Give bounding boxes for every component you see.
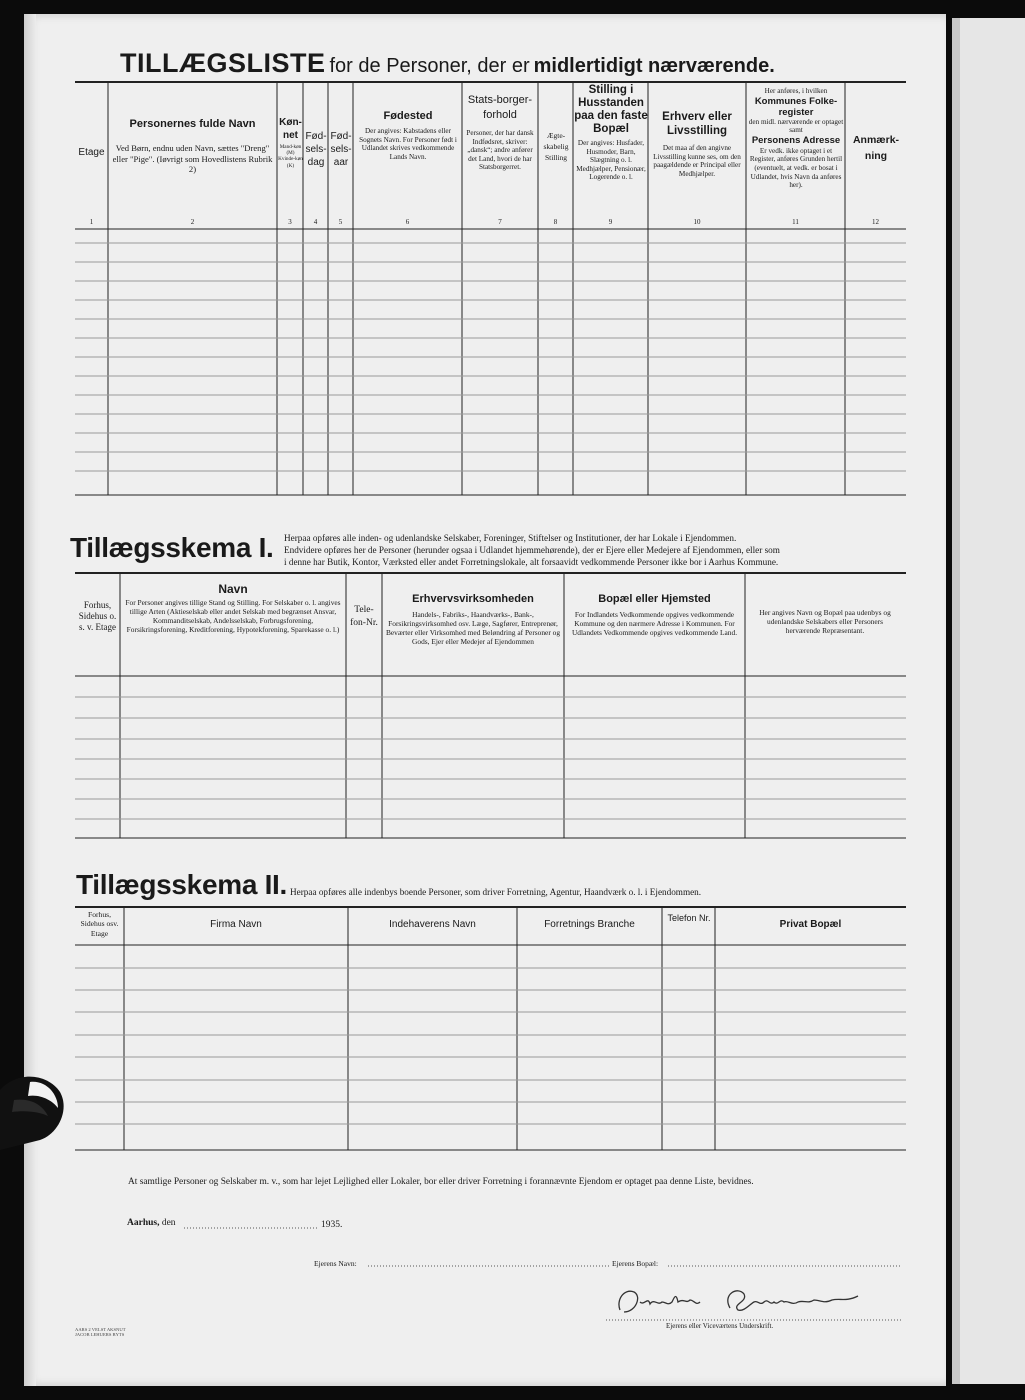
- skema1-col-navn-sub: For Personer angives tillige Stand og Stilling. For Selskaber o. l. angives tillige Arten (Aktieselskab eller andet Selskab med begrænset Ansvar, Kommanditselskab, Andelsselskab, Forbrugsforening, Forsikringsforening, Kreditforening, Hypotekforening, Sparekasse o. l.): [125, 598, 341, 634]
- col-erhverv-title: Erhverv eller Livsstilling: [662, 111, 732, 137]
- col-husstand-header: [574, 84, 648, 182]
- col-kon-header: [278, 116, 303, 169]
- col-num-8: 8: [553, 218, 558, 226]
- col-num-7: 7: [498, 218, 502, 226]
- col-num-5: 5: [338, 218, 343, 226]
- col-etage-header: [75, 146, 108, 159]
- col-num-10: 10: [693, 218, 701, 226]
- col-num-2: 2: [190, 218, 195, 226]
- col-fodested-title: Fødested: [383, 110, 433, 122]
- skema1-intro-line3: i denne har Butik, Kontor, Værksted eller andet Forretningslokale, alt forsaavidt vedkommende Personer ikke bor i Aarhus Kommune.: [284, 556, 779, 567]
- skema1-col-bopael-title: Bopæl eller Hjemsted: [598, 593, 711, 605]
- col-statsborger-header: [464, 93, 536, 172]
- col-fodested-header: [356, 110, 460, 161]
- col-anmaerkning-header: [846, 132, 906, 164]
- city-label: [127, 1218, 176, 1228]
- skema1-col-bopael: [566, 593, 743, 637]
- handwritten-signature: [610, 1282, 900, 1322]
- col-num-1: 1: [89, 218, 94, 226]
- col-navn-sub: Ved Børn, endnu uden Navn, sættes "Dreng" eller "Pige". (Iøvrigt som Hovedlistens Rubrik 2): [112, 143, 273, 174]
- title-end: midlertidigt nærværende.: [533, 55, 775, 77]
- skema1-intro-line1: Herpaa opføres alle inden- og udenlandske Selskaber, Foreninger, Stiftelser og Institutioner, der har Lokale i Ejendommen.: [284, 533, 737, 543]
- skema1-title: Tillægsskema I.: [70, 532, 274, 563]
- skema2-title: Tillægsskema II.: [76, 869, 288, 900]
- col-fodselsdag-header: [304, 130, 328, 169]
- col-folkeregister-mid: den midl. nærværende er optaget samt: [748, 117, 844, 135]
- col-aegteskab-title: Ægte-skabelig Stilling: [543, 131, 569, 162]
- skema1-col-erhverv-title: Erhvervsvirksomheden: [412, 593, 534, 605]
- col-kon-sub: Mand-køn (M) Kvinde-køn (K): [278, 144, 303, 169]
- col-num-11: 11: [792, 218, 799, 226]
- col-anmaerkning-title: Anmærk-ning: [852, 134, 900, 162]
- skema1-col-erhverv-sub: Handels-, Fabriks-, Haandværks-, Bank-, Forsikringsvirksomhed osv. Læge, Sagfører, Entreprenør, Beværter eller Virksomhed med Beløndring af Personer og Gods, Ejer eller Medejer af Ejendommen: [385, 610, 561, 646]
- col-fodested-sub: Der angives: Kabstadens eller Sognets Navn. For Personer født i Udlandet skrives vedkommende Lands Navn.: [359, 127, 457, 161]
- col-navn-header: [110, 118, 275, 175]
- col-num-12: 12: [872, 218, 879, 226]
- col-adresse-title: Personens Adresse: [751, 134, 841, 146]
- owner-address-label: Ejerens Bopæl:: [612, 1259, 659, 1268]
- col-folkeregister-title: Kommunes Folke-register: [754, 95, 838, 118]
- skema2-col-indehaver: Indehaverens Navn: [389, 919, 476, 930]
- skema2-intro: Herpaa opføres alle indenbys boende Personer, som driver Forretning, Agentur, Haandværk o. l. i Ejendommen.: [290, 887, 702, 897]
- col-navn-title: Personernes fulde Navn: [129, 118, 256, 130]
- col-husstand-title: Stilling i Husstanden paa den faste Bopæl: [574, 84, 648, 135]
- skema2-col-branche: Forretnings Branche: [544, 919, 635, 930]
- skema1-col-bopael-sub: For Indlandets Vedkommende opgives vedkommende Kommune og den nærmere Adresse i Kommunen. For Udlandets Vedkommende opgives vedkommende Land.: [571, 610, 738, 637]
- col-num-6: 6: [405, 218, 410, 226]
- col-husstand-sub: Der angives: Husfader, Husmoder, Barn, Slægtning o. l. Medhjælper, Pensionær, Logerende o. l.: [576, 139, 646, 182]
- owner-name-label: Ejerens Navn:: [314, 1259, 357, 1268]
- title-middle: for de Personer, der er: [329, 55, 530, 77]
- skema1-col-navn: [122, 583, 344, 635]
- skema1-col-repr: Her angives Navn og Bopæl paa udenbys og udenlandske Selskabers eller Personers herværende Repræsentant.: [759, 608, 891, 635]
- printer-line-2: JACOB LEHUERS BYTS: [75, 1332, 125, 1338]
- skema1-intro-line2: Endvidere opføres her de Personer (herunder ogsaa i Udlandet hjemmehørende), der er Ejere eller Medejere af Ejendommen, eller som: [284, 544, 780, 555]
- col-erhverv-sub: Det maa af den angivne Livsstilling kunne ses, om den paagældende er Principal eller Medhjælper.: [653, 144, 741, 178]
- col-fodselsdag-title: Fød-sels-dag: [305, 131, 327, 168]
- skema2-col-bopael: Privat Bopæl: [779, 919, 842, 930]
- printer-line-1: AARS 2 VELST AKSNUT: [75, 1327, 126, 1332]
- col-num-3: 3: [288, 218, 292, 226]
- skema2-col-firma: Firma Navn: [210, 919, 262, 930]
- col-statsborger-title: Stats-borger-forhold: [467, 94, 533, 121]
- skema1-intro: [284, 533, 906, 568]
- city-name: Aarhus,: [127, 1218, 160, 1228]
- col-num-9: 9: [608, 218, 613, 226]
- col-aegteskab-header: [539, 130, 573, 163]
- skema2-col-telefon: Telefon Nr.: [667, 913, 711, 923]
- skema1-col-erhverv: [384, 593, 562, 646]
- signature-caption: Ejerens eller Viceværtens Underskrift.: [666, 1322, 774, 1330]
- skema1-col-etage: Forhus, Sidehus o. s. v. Etage: [78, 600, 117, 632]
- col-fodselsaar-header: [329, 130, 353, 169]
- printer-mark: [75, 1327, 126, 1338]
- col-folkeregister-pre: Her anføres, i hvilken: [764, 87, 828, 95]
- binder-clip-icon: [0, 1070, 70, 1150]
- col-etage-title: Etage: [78, 147, 105, 158]
- col-statsborger-sub: Personer, der har dansk Indfødsret, skriver: „dansk“; andre anfører det Land, hvori de har Statsborgerret.: [466, 129, 534, 172]
- col-num-4: 4: [313, 218, 318, 226]
- col-folkeregister-sub: Er vedk. ikke optaget i et Register, anføres Grunden hertil (eventuelt, at vedk. er bosat i Udlandet, hvis Navn da anføres her).: [749, 146, 843, 190]
- title-main: TILLÆGSLISTE: [120, 48, 326, 78]
- col-folkeregister-header: [748, 87, 844, 190]
- col-fodselsaar-title: Fød-sels-aar: [330, 131, 352, 168]
- skema1-col-navn-title: Navn: [218, 582, 248, 596]
- col-kon-title: Køn-net: [279, 117, 302, 141]
- year-label: 1935.: [321, 1220, 343, 1230]
- declaration-text: At samtlige Personer og Selskaber m. v., som har lejet Lejlighed eller Lokaler, bor eller driver Forretning i forannævnte Ejendom er optaget paa denne Liste, bevidnes.: [128, 1177, 754, 1187]
- skema2-col-etage: Forhus, Sidehus osv. Etage: [80, 910, 119, 938]
- col-erhverv-header: [650, 110, 744, 178]
- skema1-col-telefon: Tele-fon-Nr.: [350, 605, 378, 628]
- den-label: den: [161, 1218, 176, 1228]
